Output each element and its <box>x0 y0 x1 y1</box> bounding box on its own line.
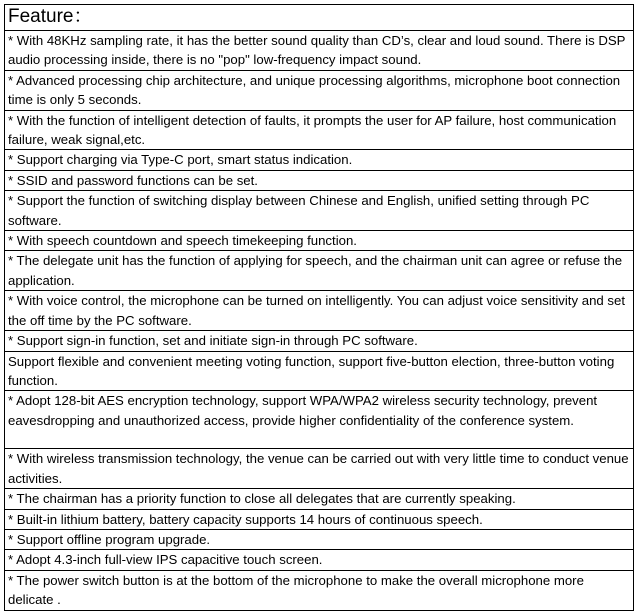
feature-row <box>5 529 634 549</box>
feature-row <box>5 509 634 529</box>
feature-text: * The delegate unit has the function of applying for speech, and the chairman unit can agree or refuse the application. <box>5 251 634 291</box>
feature-text: * With the function of intelligent detection of faults, it prompts the user for AP failure, host communication failure, weak signal,etc. <box>5 110 634 150</box>
feature-row <box>5 31 634 71</box>
feature-row <box>5 291 634 331</box>
feature-row <box>5 170 634 190</box>
feature-row <box>5 191 634 231</box>
feature-text: * With 48KHz sampling rate, it has the better sound quality than CD’s, clear and loud sound. There is DSP audio processing inside, there is no "pop" low-frequency impact sound. <box>5 31 634 71</box>
feature-row <box>5 570 634 610</box>
feature-row <box>5 331 634 351</box>
feature-text: * Built-in lithium battery, battery capacity supports 14 hours of continuous speech. <box>5 509 634 529</box>
feature-text: * The chairman has a priority function to close all delegates that are currently speaking. <box>5 489 634 509</box>
feature-text: * With wireless transmission technology, the venue can be carried out with very little time to conduct venue activities. <box>5 449 634 489</box>
feature-text: * Advanced processing chip architecture, and unique processing algorithms, microphone boot connection time is only 5 seconds. <box>5 70 634 110</box>
feature-text: * With voice control, the microphone can be turned on intelligently. You can adjust voice sensitivity and set the off time by the PC software. <box>5 291 634 331</box>
feature-row <box>5 391 634 449</box>
feature-text: * The power switch button is at the bottom of the microphone to make the overall microphone more delicate . <box>5 570 634 610</box>
feature-row <box>5 150 634 170</box>
feature-text: * With speech countdown and speech timekeeping function. <box>5 231 634 251</box>
feature-text: Support flexible and convenient meeting voting function, support five-button election, three-button voting function. <box>5 351 634 391</box>
feature-text: * Adopt 128-bit AES encryption technology, support WPA/WPA2 wireless security technology, prevent eavesdropping and unauthorized access, provide higher confidentiality of the conference system. <box>5 391 634 449</box>
feature-row <box>5 550 634 570</box>
feature-table <box>4 4 634 611</box>
feature-text: * Adopt 4.3-inch full-view IPS capacitive touch screen. <box>5 550 634 570</box>
feature-text: * Support the function of switching display between Chinese and English, unified setting through PC software. <box>5 191 634 231</box>
feature-row <box>5 70 634 110</box>
feature-text: * Support charging via Type-C port, smart status indication. <box>5 150 634 170</box>
feature-heading: Feature： <box>5 5 634 31</box>
feature-text: * SSID and password functions can be set. <box>5 170 634 190</box>
feature-row <box>5 110 634 150</box>
title-row <box>5 5 634 31</box>
feature-row <box>5 251 634 291</box>
feature-row <box>5 489 634 509</box>
feature-row <box>5 231 634 251</box>
feature-text: * Support sign-in function, set and initiate sign-in through PC software. <box>5 331 634 351</box>
feature-row <box>5 449 634 489</box>
feature-row <box>5 351 634 391</box>
feature-text: * Support offline program upgrade. <box>5 529 634 549</box>
